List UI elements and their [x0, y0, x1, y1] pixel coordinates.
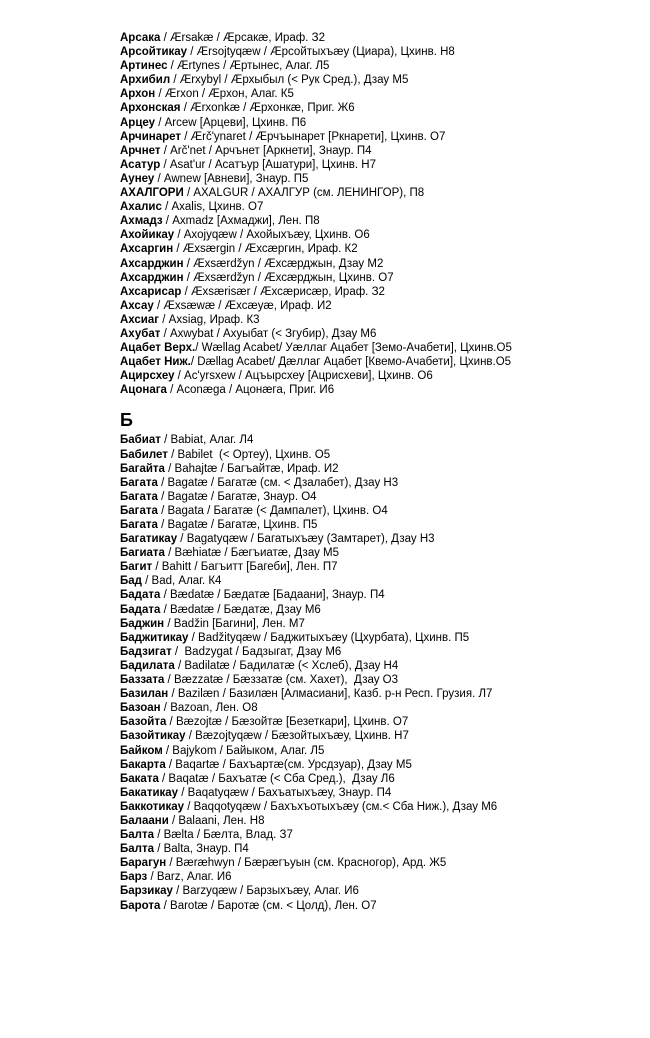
entry-headword: Багата [120, 476, 158, 489]
entry-line [120, 271, 630, 285]
entry-line [120, 462, 630, 476]
entry-line [120, 45, 630, 59]
entry-headword: Ахалис [120, 201, 162, 214]
entry-headword: Багайта [120, 462, 165, 475]
entry-details: / Bæhiatæ / Бæгъиатæ, Дзау М5 [164, 547, 340, 560]
entry-line [120, 299, 630, 313]
entry-headword: Баджитикау [120, 631, 189, 644]
entry-line [120, 130, 630, 144]
entry-headword: Архибил [120, 74, 171, 87]
entry-headword: Баккотикау [120, 800, 185, 813]
entry-line [120, 899, 630, 913]
entry-headword: Артинес [120, 60, 168, 73]
entry-headword: Бабиат [120, 434, 161, 447]
entry-details: / Baqatyqæw / Бахъатыхъæу, Знаур. П4 [178, 786, 392, 799]
entry-headword: Байком [120, 744, 163, 757]
entry-headword: Арсака [120, 32, 161, 44]
entry-details: / Ac'yrsxew / Ацъырсхеу [Ацрисхеви], Цхинв. О6 [174, 370, 433, 383]
entry-headword: Балта [120, 843, 154, 856]
entry-line [120, 172, 630, 186]
entry-details: / Æxsærdžyn / Æхсæрджын, Цхинв. О7 [183, 271, 394, 284]
entry-details: / Bahitt / Багъитт [Багеби], Лен. П7 [152, 561, 338, 574]
entry-details: / Bædatæ / Бæдатæ, Дзау М6 [160, 603, 321, 616]
entry-headword: Ахойикау [120, 229, 175, 242]
entry-details: / Bæzojtæ / Бæзойтæ [Безеткари], Цхинв. О7 [166, 716, 409, 729]
entry-details: / Badžin [Багини], Лен. М7 [164, 617, 305, 630]
entry-details: / Bagatæ / Багатæ, Цхинв. П5 [157, 519, 318, 531]
entry-details: / Babiat, Алаг. Л4 [160, 434, 254, 447]
entry-headword: Бакарта [120, 758, 166, 771]
entry-details: / Ærtynes / Æртынес, Алаг. Л5 [167, 60, 330, 73]
entry-headword: Багата [120, 504, 158, 517]
entry-line [120, 59, 630, 73]
entry-line [120, 856, 630, 870]
entry-line [120, 186, 630, 200]
entry-details: / Ærxonkæ / Æрхонкæ, Приг. Ж6 [180, 102, 355, 115]
entry-headword: Ахсарджин [120, 257, 184, 270]
entry-line [120, 285, 630, 299]
entry-details: / Babilet (< Ортеу), Цхинв. О5 [167, 448, 331, 461]
entry-details: / Dællag Acabet/ Дæллаг Ацабет [Квемо-Ачабети], Цхинв.О5 [190, 356, 512, 369]
entry-line [120, 87, 630, 101]
entry-line [120, 631, 630, 645]
entry-details: / Asat'ur / Асатъур [Ашатури], Цхинв. Н7 [160, 158, 377, 171]
entry-headword: Бадзигат [120, 645, 172, 658]
entry-headword: Бадилата [120, 659, 175, 672]
entry-line [120, 369, 630, 383]
entry-details: / Badilatæ / Бадилатæ (< Хслеб), Дзау Н4 [174, 659, 399, 672]
entry-headword: Ахмадз [120, 215, 163, 228]
entry-line [120, 715, 630, 729]
entry-details: / Bajykom / Байыком, Алаг. Л5 [162, 744, 325, 757]
entry-details: / Ærsojtyqæw / Æрсойтыхъæу (Циара), Цхинв. Н8 [187, 46, 455, 59]
entry-headword: Арчинарет [120, 130, 182, 143]
section-letter-heading: Б [120, 410, 133, 431]
entry-details: / Bæzzatæ / Бæззатæ (см. Хахет), Дзау О3 [164, 674, 399, 687]
entry-line [120, 560, 630, 574]
entry-headword: Багит [120, 561, 153, 574]
entry-headword: Бакатикау [120, 786, 179, 799]
entry-line [120, 744, 630, 758]
entry-headword: Архон [120, 88, 156, 101]
entry-details: / Bæzojtyqæw / Бæзойтыхъæу, Цхинв. Н7 [185, 730, 409, 743]
entry-line [120, 800, 630, 814]
entry-details: / Bazilæn / Базилæн [Алмасиани], Казб. р-н Респ. Грузия. Л7 [168, 688, 493, 701]
entry-details: / Bagatæ / Багатæ, Знаур. О4 [157, 490, 317, 503]
entry-headword: Багиата [120, 547, 165, 560]
entry-headword: Ахубат [120, 327, 161, 340]
entry-headword: Балаани [120, 814, 169, 827]
entry-headword: Баката [120, 772, 159, 785]
entry-line [120, 383, 630, 397]
entry-line [120, 476, 630, 490]
entry-details: / Wællag Acabet/ Уæллаг Ацабет [Земо-Ачабети], Цхинв.О5 [195, 342, 512, 355]
entry-line [120, 574, 630, 588]
entry-line [120, 504, 630, 518]
entry-line [120, 603, 630, 617]
entry-details: / Bagatyqæw / Багатыхъæу (Замтарет), Дзау Н3 [177, 533, 435, 546]
entry-line [120, 884, 630, 898]
entry-details: / Æxsærgin / Æхсæргин, Ираф. К2 [173, 243, 358, 256]
entry-line [120, 448, 630, 462]
entry-details: / Badzygat / Бадзыгат, Дзау М6 [171, 645, 342, 658]
entry-details: / Ærsakæ / Æрсакæ, Ираф. З2 [160, 32, 325, 44]
entry-line [120, 659, 630, 673]
entry-details: / Bæræhwyn / Бæрæгъуын (см. Красногор), Ард. Ж5 [166, 857, 447, 870]
entry-details: / Baqatæ / Бахъатæ (< Сба Сред.), Дзау Л6 [158, 772, 395, 785]
entry-details: / Bahajtæ / Багъайтæ, Ираф. И2 [164, 462, 339, 475]
entry-headword: Ахсау [120, 299, 154, 312]
entry-details: / Awnew [Авневи], Знаур. П5 [154, 172, 309, 185]
entry-line [120, 31, 630, 45]
entry-headword: Бад [120, 575, 142, 588]
entry-line [120, 758, 630, 772]
entry-details: / Baqqotyqæw / Бахъхъотыхъæу (см.< Сба Ниж.), Дзау М6 [184, 800, 498, 813]
entry-line [120, 518, 630, 532]
entry-line [120, 617, 630, 631]
entry-headword: Ацабет Верх. [120, 342, 196, 355]
entry-headword: Багата [120, 490, 158, 503]
entry-headword: Ацирсхеу [120, 370, 175, 383]
entry-headword: Арсойтикау [120, 46, 188, 59]
entry-line [120, 144, 630, 158]
entry-details: / Arcew [Арцеви], Цхинв. П6 [155, 116, 307, 129]
entry-line [120, 158, 630, 172]
entry-details: / Ærč'ynaret / Æрчъынарет [Ркнарети], Цхинв. О7 [181, 130, 446, 143]
entry-line [120, 313, 630, 327]
entry-headword: Ахсарджин [120, 271, 184, 284]
entry-details: / Axojyqæw / Ахойыхъæу, Цхинв. О6 [174, 229, 370, 242]
entry-headword: Баззата [120, 674, 165, 687]
entry-details: / Barotæ / Баротæ (см. < Цолд), Лен. О7 [160, 899, 377, 912]
entry-headword: Барагун [120, 857, 167, 870]
entry-headword: Асатур [120, 158, 161, 171]
entry-headword: Барз [120, 871, 148, 884]
entry-headword: Ацонага [120, 384, 167, 397]
entry-headword: Ахсиаг [120, 313, 160, 326]
entry-headword: Базоан [120, 702, 161, 715]
entry-details: / Axmadz [Ахмаджи], Лен. П8 [162, 215, 320, 228]
entry-headword: Базойта [120, 716, 167, 729]
entry-line [120, 355, 630, 369]
entry-details: / Baqartæ / Бахъартæ(см. Урсдзуар), Дзау М5 [165, 758, 412, 771]
entry-details: / Æxsæwæ / Æхсæуæ, Ираф. И2 [153, 299, 332, 312]
entry-line [120, 341, 630, 355]
entry-headword: Базойтикау [120, 730, 186, 743]
entry-details: / Axwybat / Ахуыбат (< Згубир), Дзау М6 [160, 327, 377, 340]
entry-headword: Бадата [120, 589, 161, 602]
entry-headword: Архонская [120, 102, 181, 115]
entry-line [120, 701, 630, 715]
entry-line [120, 772, 630, 786]
entry-details: / AXALGUR / АХАЛГУР (см. ЛЕНИНГОР), П8 [183, 187, 425, 200]
entry-headword: Барота [120, 899, 161, 912]
entry-line [120, 327, 630, 341]
entry-line [120, 546, 630, 560]
entry-details: / Aconæga / Ацонæга, Приг. И6 [166, 384, 335, 397]
entry-headword: Барзикау [120, 885, 173, 898]
entry-details: / Badžityqæw / Баджитыхъæу (Цхурбата), Цхинв. П5 [188, 631, 470, 644]
entry-details: / Axalis, Цхинв. О7 [161, 201, 264, 214]
entry-line [120, 673, 630, 687]
entry-headword: Аунеу [120, 172, 155, 185]
entry-line [120, 73, 630, 87]
entry-line [120, 490, 630, 504]
entry-headword: Баджин [120, 617, 165, 630]
entry-headword: Багатикау [120, 533, 178, 546]
entry-headword: Бадата [120, 603, 161, 616]
entry-line [120, 116, 630, 130]
entry-details: / Bazoan, Лен. О8 [160, 702, 258, 715]
entry-line [120, 214, 630, 228]
entry-line [120, 532, 630, 546]
entry-details: / Bælta / Бæлта, Влад. З7 [154, 829, 293, 842]
entries-list [120, 31, 630, 913]
entry-line [120, 228, 630, 242]
entry-details: / Bad, Алаг. К4 [141, 575, 222, 588]
entry-headword: Ахсарисар [120, 285, 182, 298]
entry-headword: Багата [120, 519, 158, 531]
entry-line [120, 870, 630, 884]
entry-line [120, 828, 630, 842]
entry-details: / Æxsærdžyn / Æхсæрджын, Дзау М2 [183, 257, 384, 270]
entry-details: / Bagatæ / Багатæ (см. < Дзалабет), Дзау Н3 [157, 476, 399, 489]
entry-line [120, 433, 630, 447]
entry-line [120, 645, 630, 659]
entry-details: / Ærxon / Æрхон, Алаг. К5 [155, 88, 294, 101]
entry-details: / Æxsærisær / Æхсæрисæр, Ираф. З2 [181, 285, 385, 298]
entry-line [120, 687, 630, 701]
entry-headword: Бабилет [120, 448, 168, 461]
entry-headword: Базилан [120, 688, 169, 701]
entry-details: / Balta, Знаур. П4 [154, 843, 249, 856]
entry-details: / Bagata / Багатæ (< Дампалет), Цхинв. О4 [157, 504, 388, 517]
entry-headword: АХАЛГОРИ [120, 187, 184, 200]
entry-line [120, 588, 630, 602]
entry-line [120, 842, 630, 856]
entry-headword: Балта [120, 829, 154, 842]
entry-line [120, 101, 630, 115]
entry-line [120, 729, 630, 743]
entry-details: / Ærxybyl / Æрхыбыл (< Рук Сред.), Дзау М5 [170, 74, 409, 87]
entry-headword: Ахсаргин [120, 243, 174, 256]
entry-details: / Axsiag, Ираф. К3 [159, 313, 260, 326]
entry-line [120, 200, 630, 214]
entry-details: / Arč'net / Арчънет [Аркнети], Знаур. П4 [160, 144, 372, 157]
entry-details: / Balaani, Лен. Н8 [168, 814, 265, 827]
entry-headword: Арцеу [120, 116, 156, 129]
entry-details: / Barz, Алаг. И6 [147, 871, 232, 884]
entry-details: / Barzyqæw / Барзыхъæу, Алаг. И6 [172, 885, 359, 898]
entry-line [120, 786, 630, 800]
entry-headword: Арчнет [120, 144, 161, 157]
entry-details: / Bædatæ / Бæдатæ [Бадаани], Знаур. П4 [160, 589, 385, 602]
entry-line [120, 257, 630, 271]
entry-line [120, 814, 630, 828]
entry-headword: Ацабет Ниж. [120, 356, 191, 369]
entry-line [120, 242, 630, 256]
